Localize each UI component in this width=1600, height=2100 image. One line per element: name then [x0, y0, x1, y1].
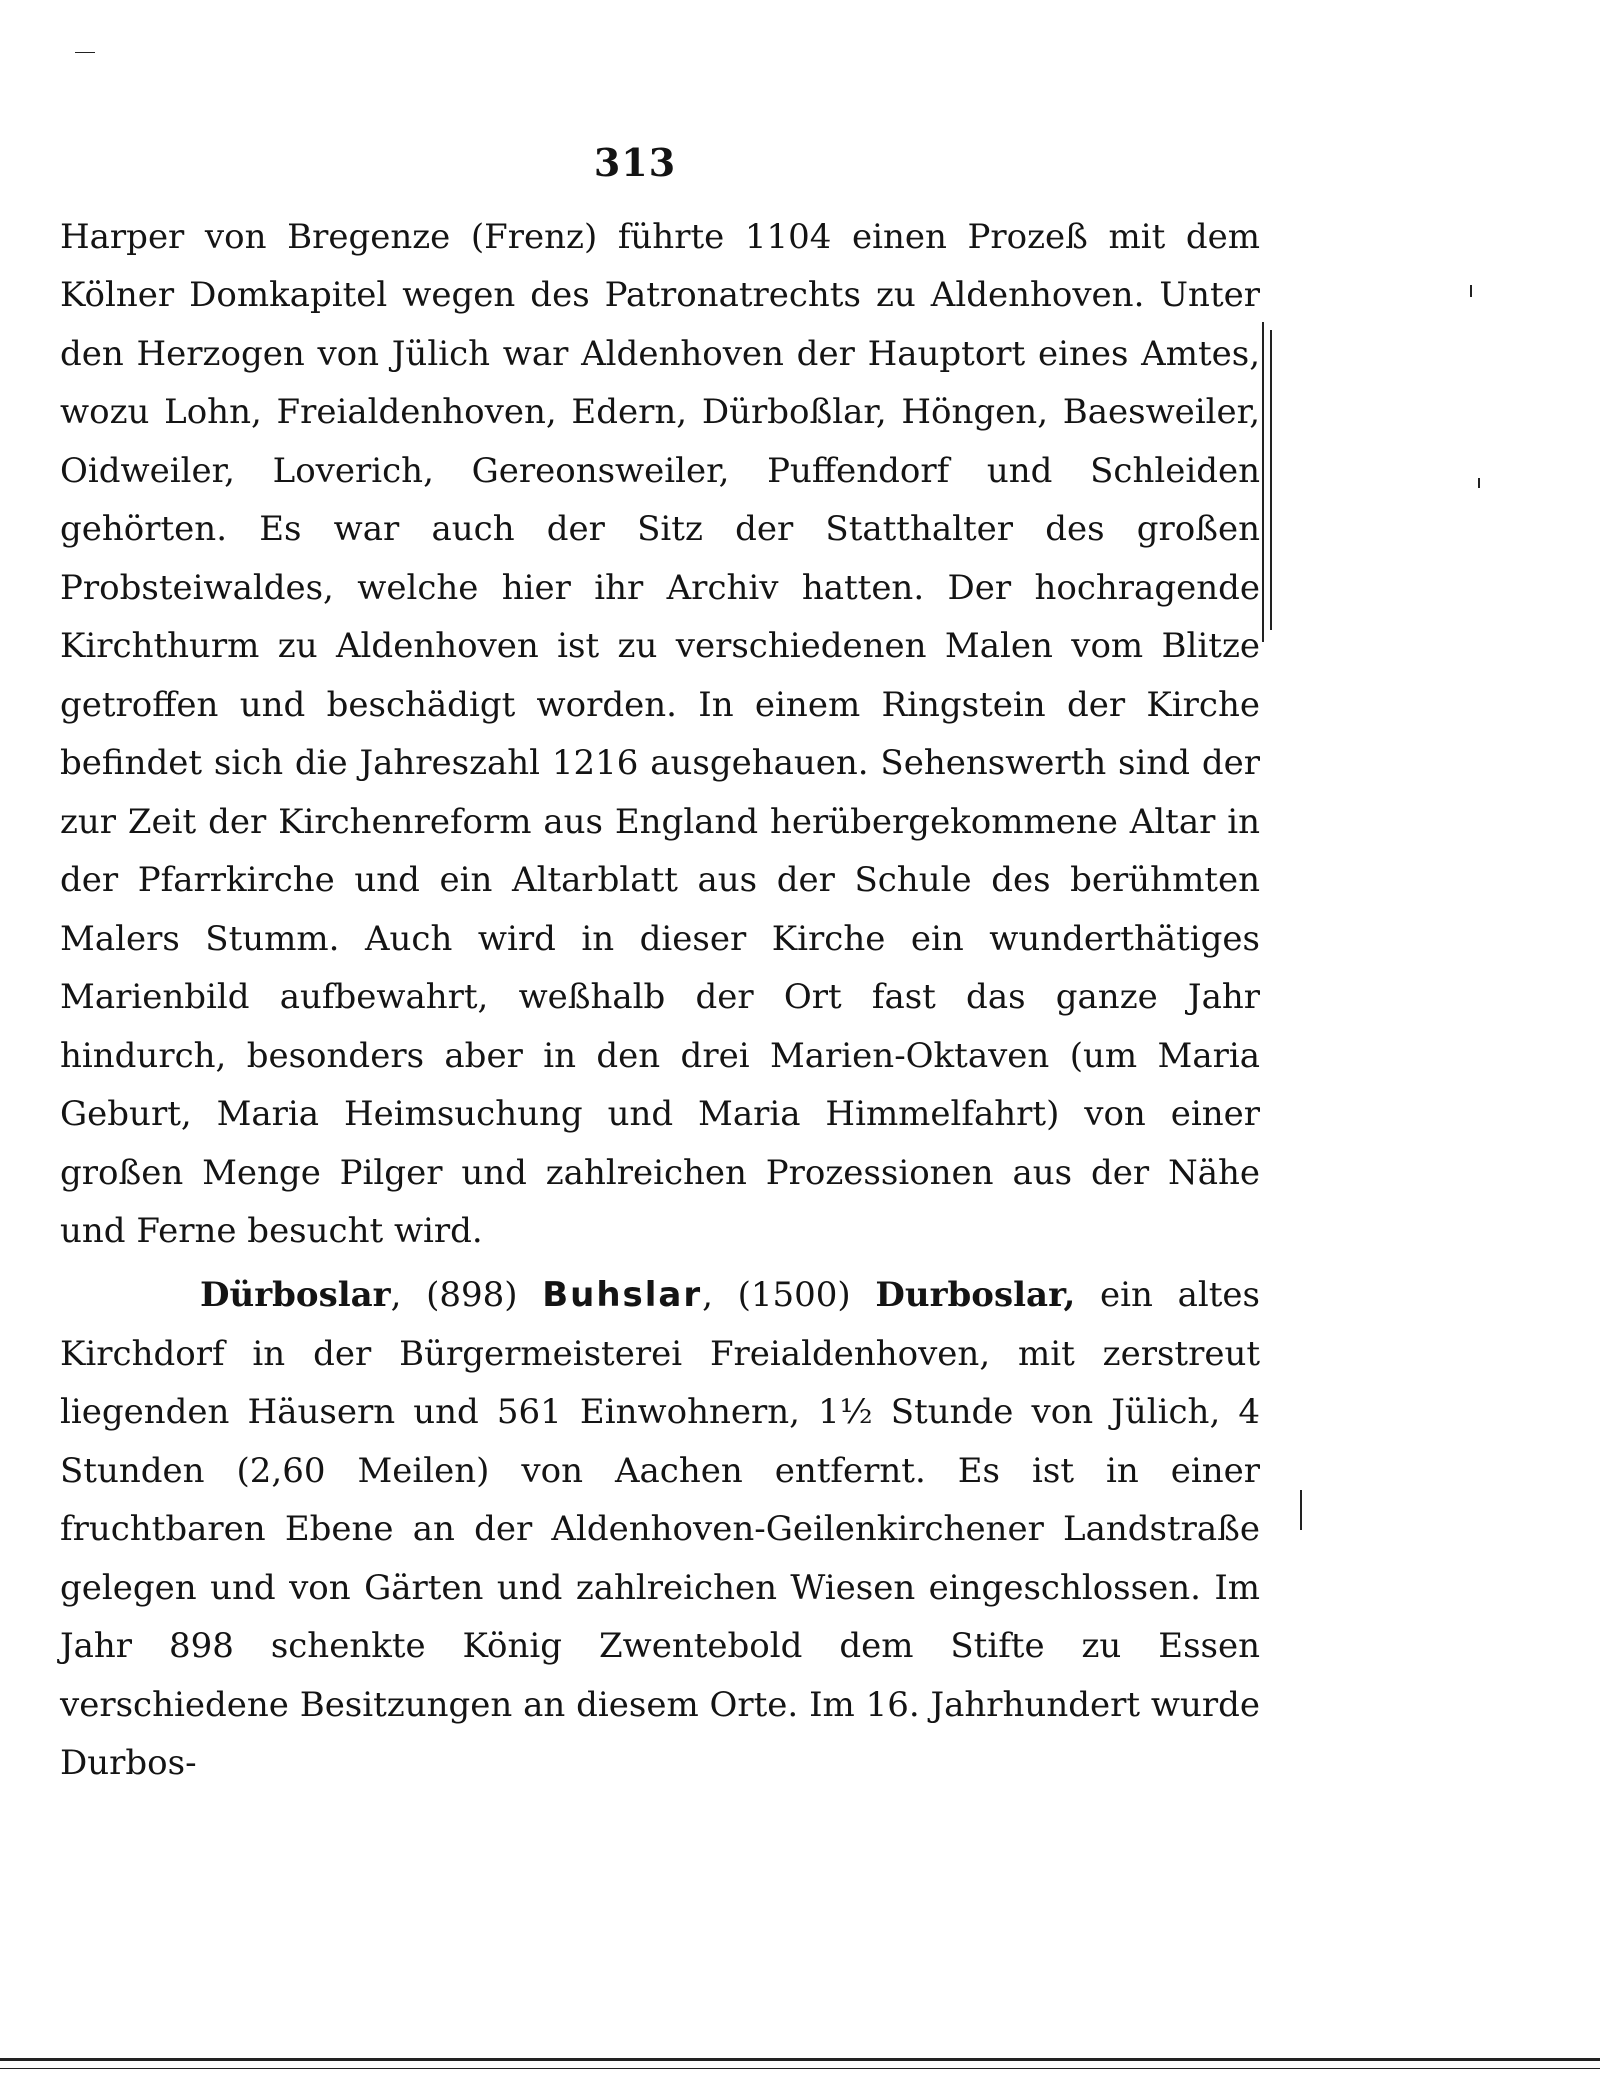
bottom-rule — [0, 2058, 1600, 2061]
margin-dot-1 — [1470, 285, 1472, 297]
page-number: 313 — [593, 140, 677, 185]
margin-dot-2 — [1478, 478, 1480, 488]
body-text — [60, 208, 1260, 1793]
margin-line-2 — [1270, 330, 1272, 630]
paragraph-aldenhoven: Harper von Bregenze (Frenz) führte 1104 einen Prozeß mit dem Kölner Domkapitel wegen des Patronatrechts zu Aldenhoven. Unter den Herzogen von Jülich war Aldenhoven der Hauptort eines Amtes, wozu Lohn, Freialdenhoven, Edern, Dürboßlar, Höngen, Baesweiler, Oidweiler, Loverich, Gereonsweiler, Puffendorf und Schleiden gehörten. Es war auch der Sitz der Statthalter des großen Probsteiwaldes, welche hier ihr Archiv hatten. Der hochragende Kirchthurm zu Aldenhoven ist zu verschiedenen Malen vom Blitze getroffen und beschädigt worden. In einem Ringstein der Kirche befindet sich die Jahreszahl 1216 ausgehauen. Sehenswerth sind der zur Zeit der Kirchenreform aus England herübergekommene Altar in der Pfarrkirche und ein Altarblatt aus der Schule des berühmten Malers Stumm. Auch wird in dieser Kirche ein wunderthätiges Marienbild aufbewahrt, weßhalb der Ort fast das ganze Jahr hindurch, besonders aber in den drei Marien-Oktaven (um Maria Geburt, Maria Heimsuchung und Maria Himmelfahrt) von einer großen Menge Pilger und zahlreichen Prozessionen aus der Nähe und Ferne besucht wird. — [60, 217, 1260, 1251]
bottom-rule-thin — [0, 2068, 1600, 2069]
variant-name-2: Durboslar, — [875, 1275, 1076, 1316]
paragraph-durboslar — [60, 1266, 1260, 1792]
corner-mark — [75, 52, 95, 53]
entry-text: ein altes Kirchdorf in der Bürgermeisterei Freialdenhoven, mit zerstreut liegenden Häusern und 561 Einwohnern, 1½ Stunde von Jülich, 4 Stunden (2,60 Meilen) von Aachen entfernt. Es ist in einer fruchtbaren Ebene an der Aldenhoven-Geilenkirchener Landstraße gelegen und von Gärten und zahlreichen Wiesen eingeschlossen. Im Jahr 898 schenkte König Zwentebold dem Stifte zu Essen verschiedene Besitzungen an diesem Orte. Im 16. Jahrhundert wurde Durbos- — [60, 1275, 1260, 1784]
margin-line-3 — [1300, 1490, 1302, 1530]
separator-1: , (898) — [390, 1275, 543, 1316]
separator-2: , (1500) — [702, 1275, 876, 1316]
variant-name-1: Buhslar — [542, 1275, 703, 1316]
margin-line-1 — [1262, 322, 1264, 642]
headword: Dürboslar — [200, 1275, 391, 1316]
